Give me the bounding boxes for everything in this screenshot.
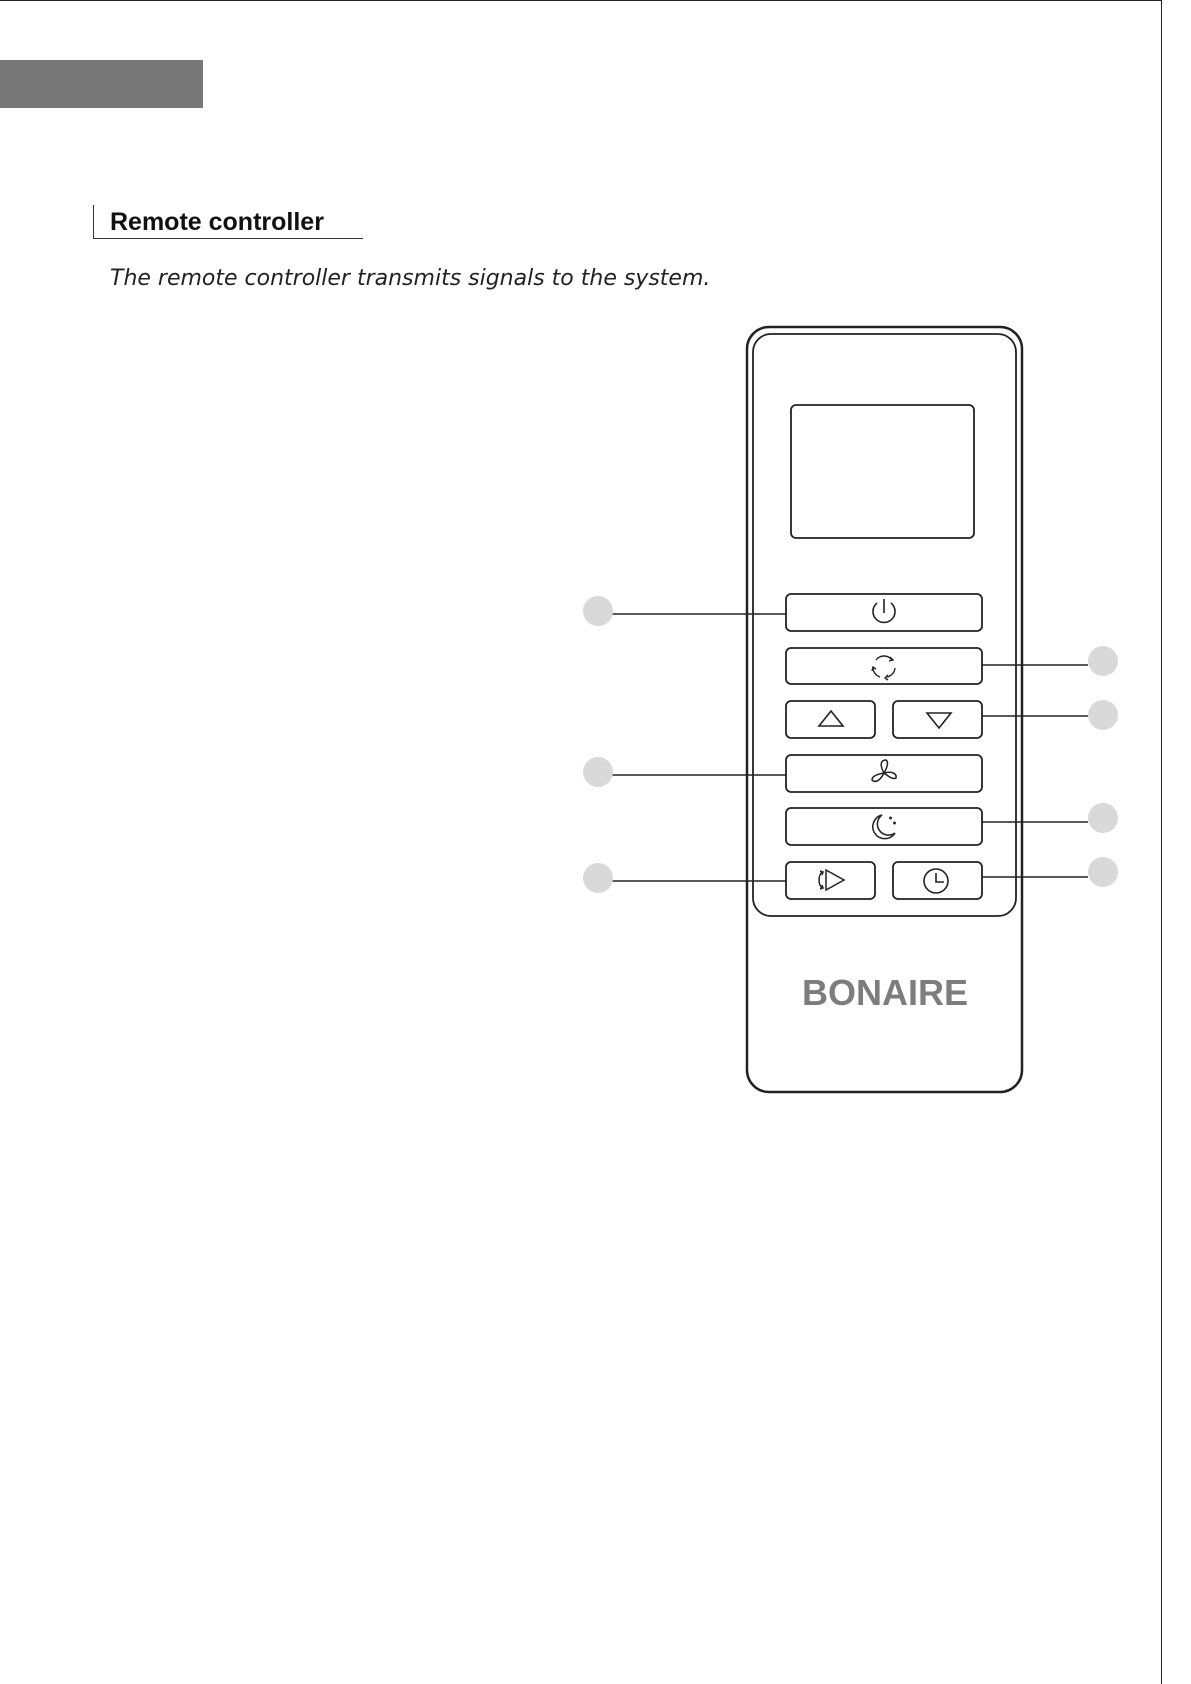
- brand-logo-text: BONAIRE: [801, 972, 969, 1013]
- display-screen: [791, 405, 974, 538]
- callout-marker: [1088, 857, 1118, 887]
- fan-speed-button[interactable]: [786, 755, 982, 792]
- sleep-button[interactable]: [786, 808, 982, 845]
- callout-marker: [583, 596, 613, 626]
- callout-marker: [1088, 803, 1118, 833]
- callout-marker: [1088, 646, 1118, 676]
- intro-text: The remote controller transmits signals to the system.: [110, 266, 711, 291]
- temp-down-button[interactable]: [893, 701, 982, 738]
- timer-button[interactable]: [893, 862, 982, 899]
- heading-title: Remote controller: [110, 208, 324, 236]
- mode-button[interactable]: [786, 648, 982, 684]
- callout-marker: [583, 863, 613, 893]
- callout-marker: [583, 757, 613, 787]
- power-button[interactable]: [786, 594, 982, 631]
- temp-up-button[interactable]: [786, 701, 875, 738]
- swing-button[interactable]: [786, 862, 875, 899]
- callout-marker: [1088, 700, 1118, 730]
